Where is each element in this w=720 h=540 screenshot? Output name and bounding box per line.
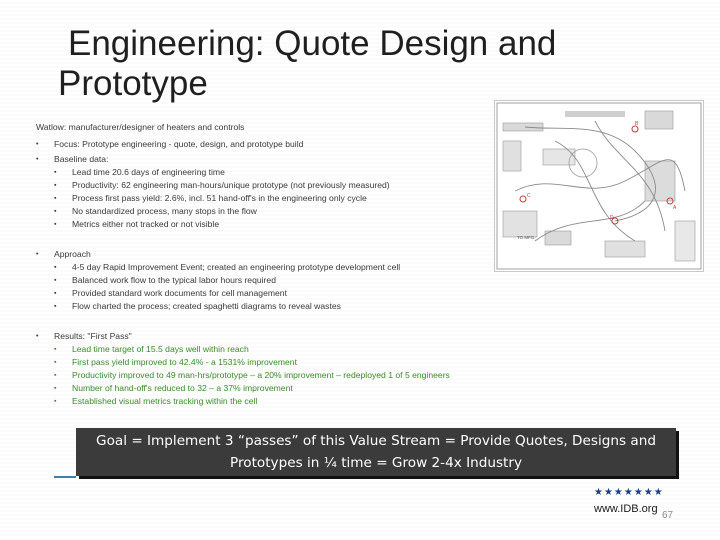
diagram-label-b: B <box>635 121 639 127</box>
approach-item: ▪ Provided standard work documents for cell management <box>54 287 556 300</box>
baseline-label: • Baseline data: <box>36 153 556 166</box>
results-item: ▪ Productivity improved to 49 man-hrs/prototype – a 20% improvement – redeployed 1 of 5 engineers <box>54 369 556 382</box>
results-item: ▪ Established visual metrics tracking within the cell <box>54 395 556 408</box>
spaghetti-diagram-drawing <box>495 101 703 271</box>
diagram-label-to-mfg: TO MFG <box>517 235 535 240</box>
goal-accent-line <box>54 476 76 478</box>
footer-url[interactable]: www.IDB.org <box>594 503 658 515</box>
baseline-item: ▪ Metrics either not tracked or not visible <box>54 218 556 231</box>
diagram-label-a: A <box>673 205 677 211</box>
baseline-list <box>36 166 556 231</box>
title-line-1: Engineering: Quote Design and <box>68 24 557 63</box>
goal-callout <box>76 428 676 476</box>
approach-item: ▪ Flow charted the process; created spaghetti diagrams to reveal wastes <box>54 300 556 313</box>
approach-label: • Approach <box>36 248 556 261</box>
slide-title <box>58 24 658 104</box>
diagram-label-d: D <box>610 215 614 221</box>
results-label: • Results: "First Pass" <box>36 330 556 343</box>
results-item: ▪ Lead time target of 15.5 days well within reach <box>54 343 556 356</box>
results-item: ▪ Number of hand-off's reduced to 32 – a 37% improvement <box>54 382 556 395</box>
page-number: 67 <box>662 510 674 521</box>
baseline-item: ▪ No standardized process, many stops in the flow <box>54 205 556 218</box>
intro-text: Watlow: manufacturer/designer of heaters and controls <box>36 122 245 132</box>
goal-text: Goal = Implement 3 “passes” of this Value Stream = Provide Quotes, Designs and Prototypes in ¼ time = Grow 2-4x Industry <box>96 433 656 471</box>
slide-body <box>36 122 556 408</box>
baseline-item: ▪ Productivity: 62 engineering man-hours/unique prototype (not previously measured) <box>54 179 556 192</box>
approach-item: ▪ 4-5 day Rapid Improvement Event; created an engineering prototype development cell <box>54 261 556 274</box>
approach-item: ▪ Balanced work flow to the typical labor hours required <box>54 274 556 287</box>
spaghetti-diagram <box>494 100 704 272</box>
diagram-label-c: C <box>527 193 531 199</box>
results-item: ▪ First pass yield improved to 42.4% - a 1531% improvement <box>54 356 556 369</box>
approach-list <box>36 261 556 313</box>
title-line-2: Prototype <box>58 64 208 103</box>
baseline-item: ▪ Lead time 20.6 days of engineering time <box>54 166 556 179</box>
focus-bullet: • Focus: Prototype engineering - quote, design, and prototype build <box>36 138 556 151</box>
baseline-item: ▪ Process first pass yield: 2.6%, incl. 51 hand-off's in the engineering only cycle <box>54 192 556 205</box>
star-row-icon: ★★★★★★★ <box>594 487 664 498</box>
results-list <box>36 343 556 408</box>
